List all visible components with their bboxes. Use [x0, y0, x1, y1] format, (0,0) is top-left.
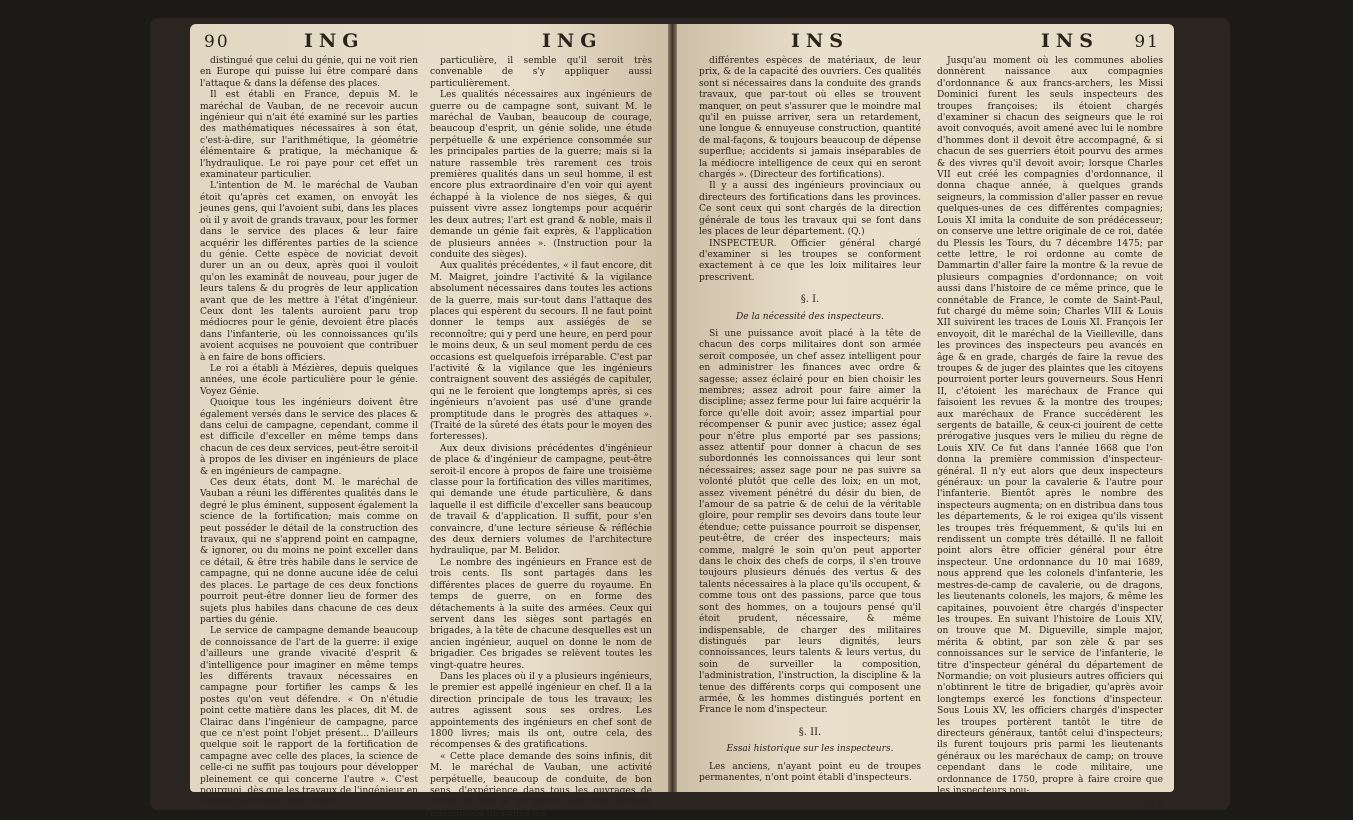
paragraph: Il est établi en France, depuis M. le maréchal de Vauban, de ne recevoir aucun ingénieur qui n'ait été examiné sur les parties des mathématiques nécessaires à son état, c'est-à-dire, sur l'arithmétique, la géométrie élémentaire & pratique, la méchanique & l'hydraulique. Le roi paye pour cet effet un examinateur particulier.	[200, 90, 418, 181]
left-column-2	[430, 56, 653, 819]
book-gutter	[668, 24, 677, 792]
paragraph: distingué que celui du génie, qui ne voit rien en Europe qui puisse lui être comparé dans l'attaque & dans la défense des places.	[200, 56, 418, 89]
paragraph: Les anciens, n'ayant point eu de troupes permanentes, n'ont point établi d'inspecteurs.	[699, 761, 921, 783]
right-headword-right: INS	[1041, 30, 1099, 52]
paragraph: différentes espèces de matériaux, de leur prix, & de la capacité des ouvriers. Ces qualités sont si nécessaires dans la conduite des grands travaux, que par-tout où elles se trouvent manquer, on peut s'assurer que le moindre mal qu'il en puisse arriver, sera un retardement, une longue & ennuyeuse construction, quantité de mal-façons, & toujours beaucoup de dépense superflue; accidents si jamais inséparables de la médiocre intelligence de ceux qui en seront chargés ». (Directeur des fortifications).	[699, 56, 921, 181]
right-page-number: 91	[1134, 32, 1160, 52]
right-headword-left: INS	[791, 30, 849, 52]
paragraph: Le nombre des ingénieurs en France est de trois cents. Ils sont partagés dans les différentes places de guerre du royaume. En temps de guerre, on en forme des détachements à la suite des armées. Ceux qui servent dans les sièges sont partagés en brigades, à la tête de chacune desquelles est un ancien ingénieur, auquel on donne le nom de brigadier. Ces brigades se relèvent toutes les vingt-quatre heures.	[430, 557, 653, 671]
section-title: Essai historique sur les inspecteurs.	[726, 744, 894, 755]
paragraph: Aux deux divisions précédentes d'ingénieur de place & d'ingénieur de campagne, peut-être seroit-il encore à propos de faire une troisième classe pour la fortification des villes maritimes, qui demande une étude particulière, & dans laquelle il est difficile d'exceller sans beaucoup de travail & d'application. Il suffit, pour s'en convaincre, d'une lecture sérieuse & réfléchie des deux derniers volumes de l'architecture hydraulique, par M. Belidor.	[430, 443, 652, 557]
section-heading: §. II.	[798, 726, 822, 738]
paragraph: Les qualités nécessaires aux ingénieurs de guerre ou de campagne sont, suivant M. le maréchal de Vauban, beaucoup de courage, beaucoup d'esprit, un génie solide, une étude perpétuelle & une expérience consommée sur les principales parties de la guerre; mais si la nature rassemble très rarement ces trois premières qualités dans un seul homme, il est encore plus extraordinaire d'en voir qui ayent échappé à la violence de nos sièges, & qui puissent vivre assez longtemps pour acquérir les deux autres; l'art est grand & noble, mais il demande un génie fait exprès, & l'application de plusieurs années ». (Instruction pour la conduite des sièges).	[430, 90, 652, 260]
left-page-number: 90	[204, 32, 230, 52]
paragraph: Le service de campagne demande beaucoup de connoissance de l'art de la guerre: il exige d'ailleurs une grande vivacité d'esprit & d'intelligence pour imaginer en même temps les différents travaux nécessaires en campagne pour fortifier les camps & les postes qu'on veut défendre. « On n'étudie point cette matière dans les places, dit M. de Clairac dans l'ingénieur de campagne, parce que ce n'est point l'objet présent... D'ailleurs quelque soit le rapport de la fortification de campagne avec celle des places, la science de celle-ci ne suffit pas toujours pour développer pleinement ce qui concerne l'autre ». C'est pourquoi, dès que les travaux de l'ingénieur en campagne exigent une étude	[200, 626, 418, 808]
paragraph: L'intention de M. le maréchal de Vauban étoit qu'après cet examen, on envoyât les jeunes gens, qui l'avoient subi, dans les places où il y avoit de grands travaux, pour les former dans le service des places & leur faire acquérir les différentes parties de la science du génie. Cette espèce de noviciat devoit durer un an ou deux, après quoi il vouloit qu'on les examinât de nouveau, pour juger de leurs talens & du progrès de leur application avant que de les mettre à l'état d'ingénieur. Ceux dont les talents auroient paru trop médiocres pour le génie, devoient être placés dans l'infanterie, où les connoissances qu'ils avoient acquises ne pouvoient que contribuer à en faire de bons officiers.	[200, 181, 418, 363]
paragraph: Jusqu'au moment où les communes abolies donnèrent naissance aux compagnies d'ordonnance & aux francs-archers, les Missi Dominici furent les seuls inspecteurs des troupes françoises; ils étoient chargés d'examiner si chacun des seigneurs que le roi avoit convoqués, avoit amené avec lui le nombre d'hommes dont il devoit être accompagné, & si chacun de ses guerriers étoit pourvu des armes & des vivres qu'il devoit avoir; lorsque Charles VII eut créé les compagnies d'ordonnance, il donna chaque année, à quelques grands seigneurs, la commission d'aller passer en revue quelques-unes de ces différentes compagnies; Louis XI imita la conduite de son prédécesseur; on conserve une lettre originale de ce roi, datée du Plessis les Tours, du 7 décembre 1475; par cette lettre, le roi ordonne au comte de Dammartin d'aller faire la montre & la revue de plusieurs compagnies d'ordonnance; on voit aussi dans l'histoire de ce même prince, que le connétable de France, le comte de Saint-Paul, fut chargé du même soin; Charles VIII & Louis XII suivirent les traces de Louis XI. François Ier envoyoit, dit le maréchal de la Vieilleville, dans les provinces des inspecteurs peu avancés en âge & en grade, chargés de faire la revue des troupes & de juger des plaintes que les citoyens pourroient porter leurs gouverneurs. Sous Henri II, c'étoient les maréchaux de France qui faisoient les revues & la montre des troupes; aux maréchaux de France succédèrent les sergents de bataille, & ceux-ci jouirent de cette prérogative jusques vers le milieu du règne de Louis XIV. Ce fut dans l'année 1668 que l'on donna la première commission d'inspecteur-général. Il n'y eut alors que deux inspecteurs généraux: un pour la cavalerie & l'autre pour l'infanterie. Bientôt après le nombre des inspecteurs augmenta; on en distribua dans tous les départements, & le roi exigea qu'ils vissent les troupes très fréquemment, & qu'ils lui en rendissent un compte très détaillé. Il ne falloit point alors être officier général pour être inspecteur. Une ordonnance du 10 mai 1689, nous apprend que les colonels d'infanterie, les mestres-de-camp de cavalerie, ou de dragons, les lieutenants colonels, les majors, & même les capitaines, pouvoient être chargés d'inspecter les troupes. En suivant l'histoire de Louis XIV, on trouve que M. Digueville, simple major, mérita & obtint, par son zèle & par ses connoissances sur le service de l'infanterie, le titre d'inspecteur général du département de Normandie; on voit plusieurs autres officiers qui n'obtinrent le titre de brigadier, qu'après avoir longtemps exercé les fonctions d'inspecteur. Sous Louis XV, les officiers chargés d'inspecter les troupes portèrent tantôt le titre de directeurs généraux, tantôt celui d'inspecteurs; ils furent toujours pris parmi les lieutenants généraux ou les maréchaux de camp; on trouve cependant dans le code militaire, une ordonnance de 1750, propre à faire croire que les inspecteurs pou-	[937, 56, 1163, 796]
paragraph: Il y a aussi des ingénieurs provinciaux ou directeurs des fortifications dans les provinces. Ce sont ceux qui sont chargés de la direction générale de tous les travaux qui se font dans les places de leur département. (Q.)	[699, 181, 921, 238]
section-heading: §. I.	[800, 294, 820, 306]
section-title: De la nécessité des inspecteurs.	[736, 311, 884, 322]
paragraph: INSPECTEUR. Officier général chargé d'examiner si les troupes se conforment exactement à ce que les loix militaires leur prescrivent.	[699, 238, 921, 283]
paragraph: Le roi a établi à Mézières, depuis quelques années, une école particulière pour le génie. Voyez Génie.	[200, 363, 418, 397]
paragraph: Quoique tous les ingénieurs doivent être également versés dans le service des places & dans celui de campagne, cependant, comme il est difficile d'exceller en même temps dans chacun de ces deux services, peut-être seroit-il à propos de les diviser en ingénieurs de place & en ingénieurs de campagne.	[200, 398, 418, 477]
left-running-head	[204, 30, 654, 56]
right-column-1	[699, 56, 921, 784]
left-headword-left: ING	[304, 30, 365, 52]
left-page	[190, 24, 668, 819]
paragraph: « Cette place demande des soins infinis, dit M. le maréchal de Vauban, une activité perpétuelle, beaucoup de conduite, de bon sens, d'expérience dans tous les ouvrages de terre, de bois & de pierre, avec une parfaite intelligence de toutes les	[430, 751, 652, 819]
left-headword-right: ING	[542, 30, 603, 52]
paragraph: Si une puissance avoit placé à la tête de chacun des corps militaires dont son armée seroit composée, un chef assez intelligent pour en administrer les finances avec ordre & sagesse; assez éclairé pour en bien choisir les membres; assez adroit pour faire aimer la discipline; assez ferme pour lui faire acquérir la force qu'elle doit avoir; assez impartial pour récompenser & punir avec justice; assez égal pour n'être plus emporté par ses passions; assez attentif pour donner à chacun de ses subordonnés les connoissances qui leur sont nécessaires; assez sage pour ne pas suivre sa volonté plutôt que celle des loix; en un mot, assez vivement pénétré du désir du bien, de l'amour de sa patrie & de celui de la véritable gloire, pour remplir ses devoirs dans toute leur étendue; cette puissance pourroit se dispenser, peut-être, de créer des inspecteurs; mais comme, malgré le soin qu'on peut apporter dans le choix des chefs de corps, il s'en trouve toujours plusieurs dénués des vertus & des talents nécessaires à la place qu'ils occupent, & comme tous ont des passions, parce que tous sont des hommes, on a toujours pensé qu'il étoit prudent, nécessaire, & même indispensable, de charger des militaires distingués par leurs dignités, leurs connoissances, leurs talents & leurs vertus, du soin de surveiller la composition, l'administration, l'instruction, la discipline & la tenue des différents corps qui composent une armée, & les hommes distingués portent en France le nom d'inspecteur.	[699, 328, 921, 716]
paragraph: particulière, il semble qu'il seroit très convenable de s'y appliquer aussi particulièrement.	[430, 56, 652, 89]
paragraph: Ces deux états, dont M. le maréchal de Vauban a réuni les différentes qualités dans le degré le plus éminent, supposent également la science de la fortification; mais comme on peut posséder le détail de la construction des travaux, qui ne s'apprend point en campagne, & ignorer, ou du moins ne point exceller dans ce détail, & être très habile dans le service de campagne, qui ne donne aucune idée de celui des places. Le partage de ces deux fonctions pourroit peut-être donner lieu de former des sujets plus habiles dans chacune de ces deux parties du génie.	[200, 478, 418, 625]
paragraph: Aux qualités précédentes, « il faut encore, dit M. Maigret, joindre l'activité & la vigilance absolument nécessaires dans toutes les actions de la guerre, mais sur-tout dans l'attaque des places qui espèrent du secours. Il ne faut point donner le temps aux assiégés de se reconnoître; qui y perd une heure, en perd pour le moins deux, & un seul moment perdu de ces occasions est quelquefois irréparable. C'est par l'activité & la vigilance que les ingénieurs contraignent souvent des assiégés de capituler, qui ne le feroient que longtemps après, si ces ingénieurs n'avoient pas usé d'une grande promptitude dans le progrès des attaques ». (Traité de la sûreté des états pour le moyen des forteresses).	[430, 261, 652, 443]
right-page	[677, 24, 1174, 809]
right-running-head	[691, 30, 1160, 56]
signature-mark: M ij	[1145, 798, 1163, 809]
paragraph: Dans les places où il y a plusieurs ingénieurs, le premier est appellé ingénieur en chef. Il a la direction principale de tous les travaux; les autres agissent sous ses ordres. Les appointements des ingénieurs en chef sont de 1800 livres; mais ils ont, outre cela, des récompenses & des gratifications.	[430, 671, 652, 751]
left-column-1	[200, 56, 418, 808]
right-column-2	[937, 56, 1163, 809]
